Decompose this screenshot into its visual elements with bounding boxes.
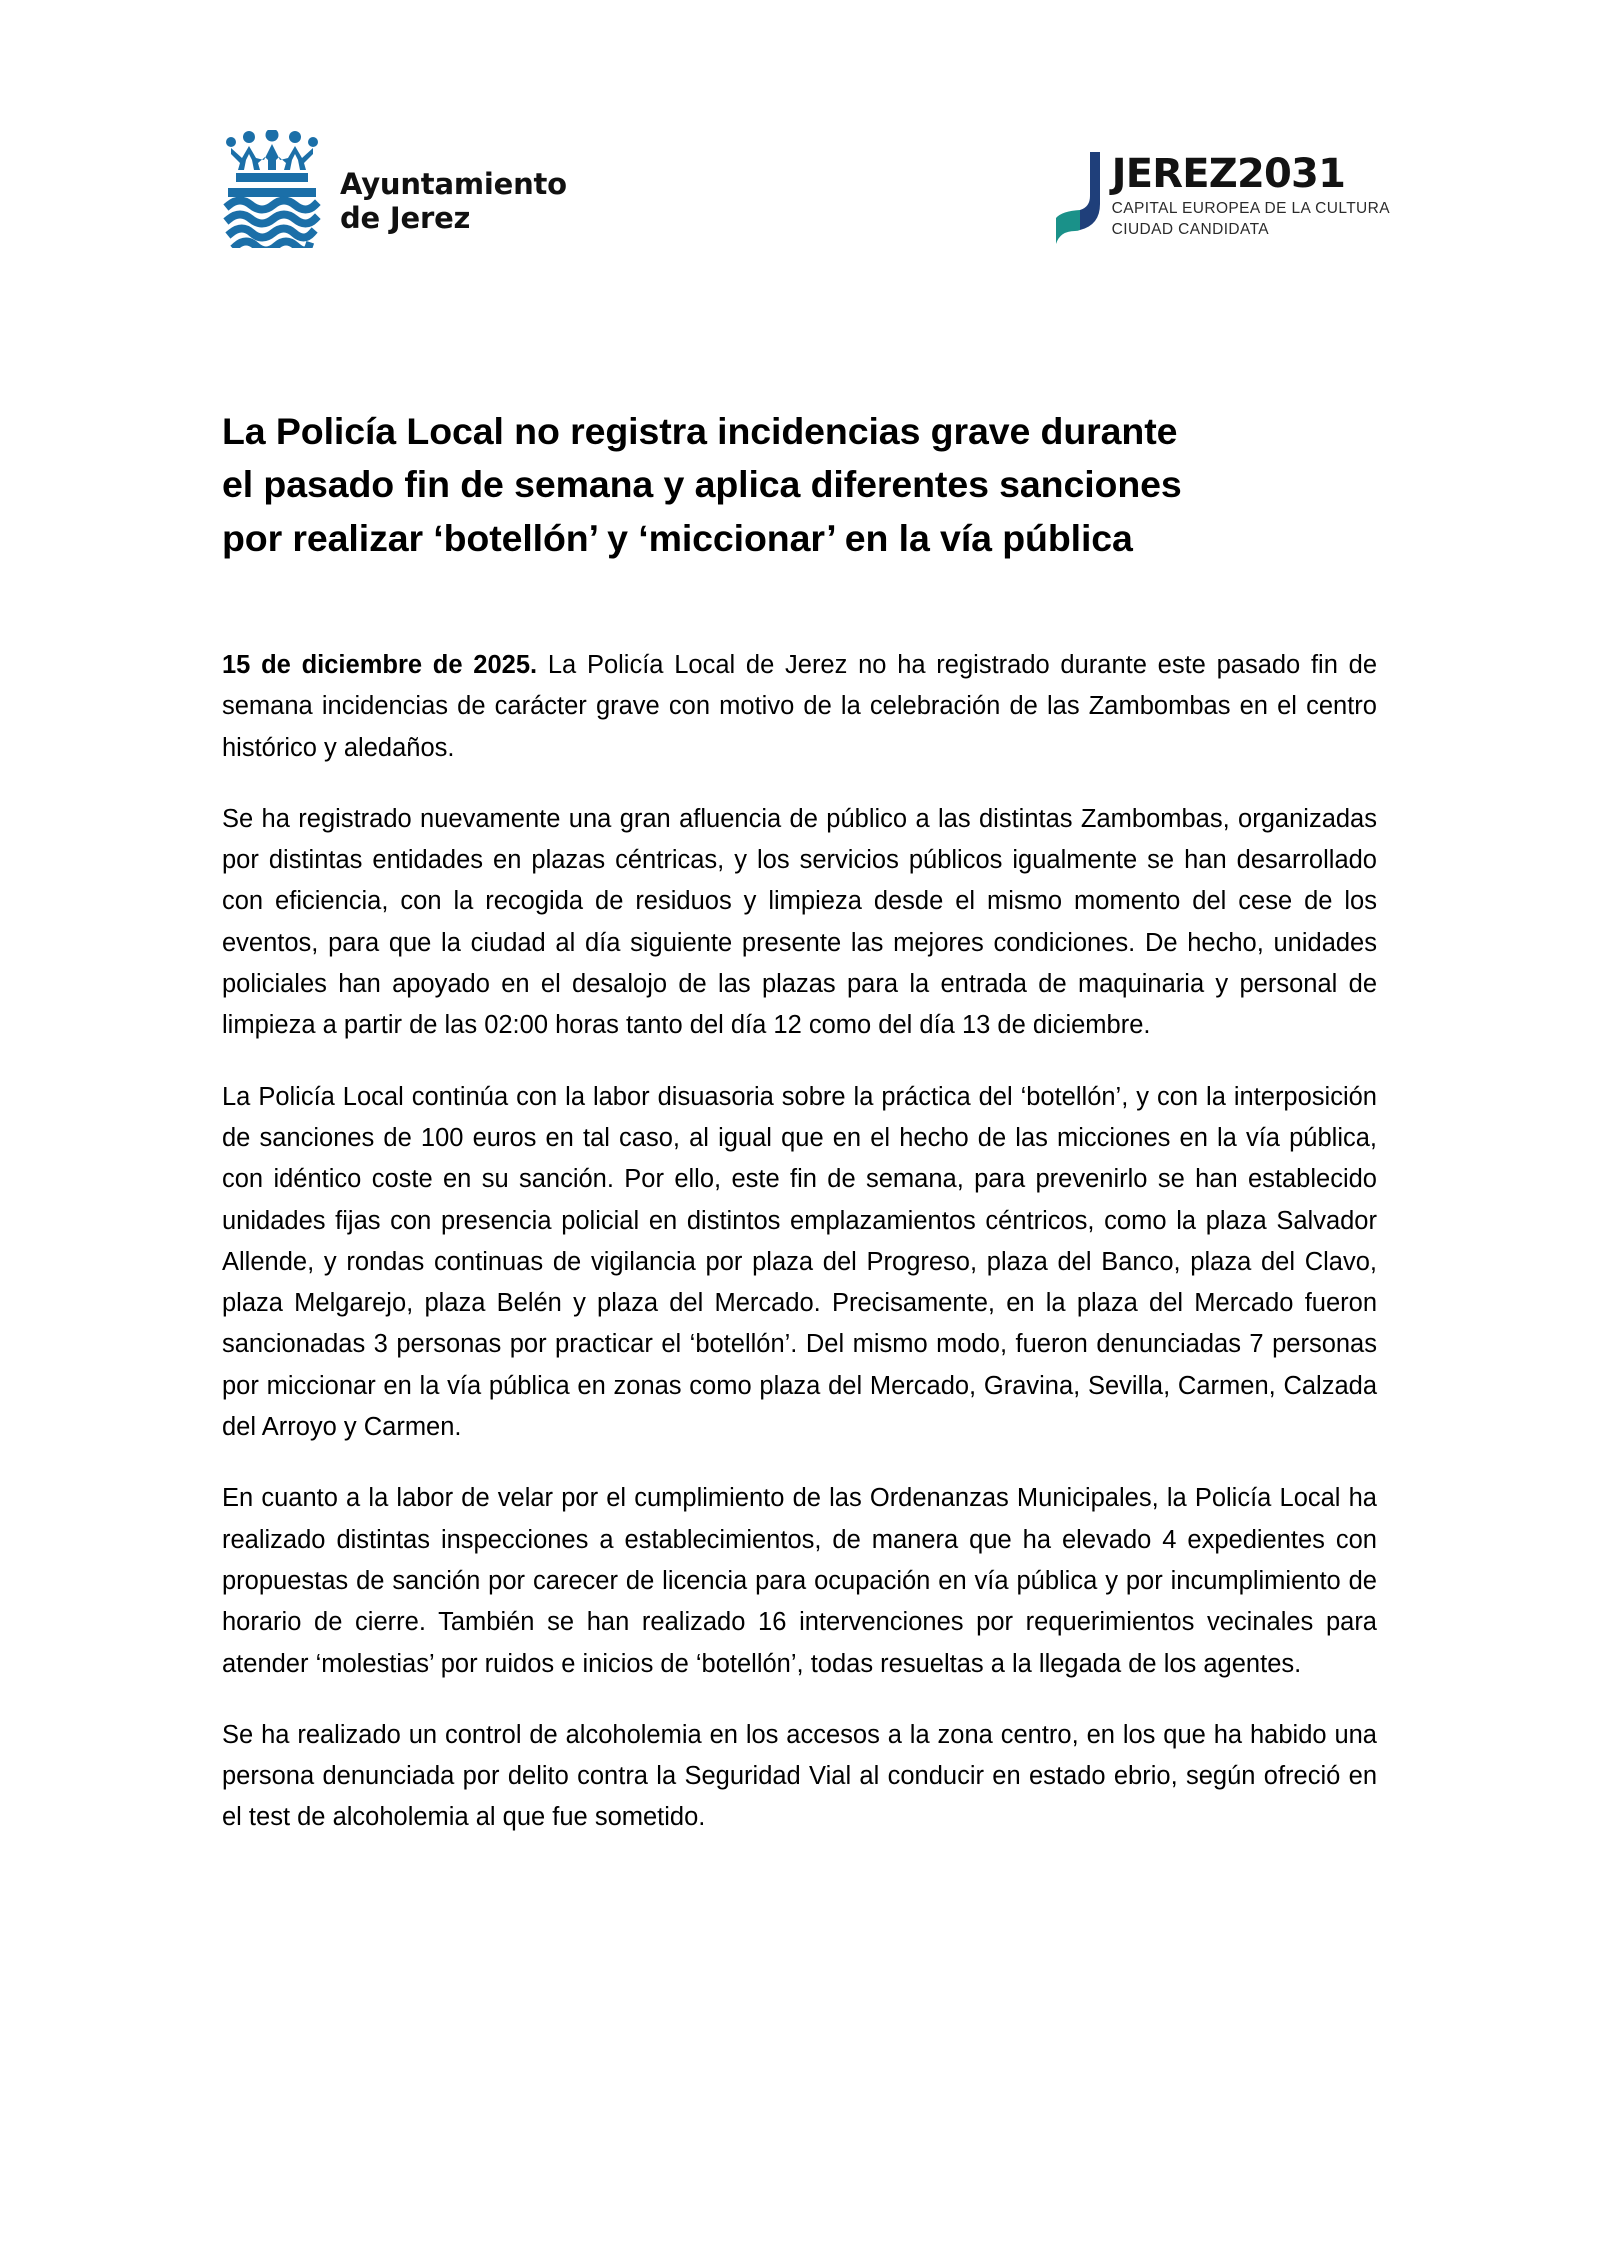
paragraph-4: En cuanto a la labor de velar por el cumplimiento de las Ordenanzas Municipales, la Policía Local ha realizado distintas inspecciones a establecimientos, de manera que ha elevado 4 expedientes con propuestas de sanción por carecer de licencia para ocupación en vía pública y por incumplimiento de horario de cierre. También se han realizado 16 intervenciones por requerimientos vecinales para atender ‘molestias’ por ruidos e inicios de ‘botellón’, todas resueltas a la llegada de los agentes.: [222, 1484, 1377, 1678]
paragraph-3: La Policía Local continúa con la labor disuasoria sobre la práctica del ‘botellón’, y con la interposición de sanciones de 100 euros en tal caso, al igual que en el hecho de las micciones en la vía pública, con idéntico coste en su sanción. Por ello, este fin de semana, para prevenirlo se han establecido unidades fijas con presencia policial en distintos emplazamientos céntricos, como la plaza Salvador Allende, y rondas continuas de vigilancia por plaza del Progreso, plaza del Banco, plaza del Clavo, plaza Melgarejo, plaza Belén y plaza del Mercado. Precisamente, en la plaza del Mercado fueron sancionadas 3 personas por practicar el ‘botellón’. Del mismo modo, fueron denunciadas 7 personas por miccionar en la vía pública en zonas como plaza del Mercado, Gravina, Sevilla, Carmen, Calzada del Arroyo y Carmen.: [222, 1082, 1377, 1442]
page-title-line3: por realizar ‘botellón’ y ‘miccionar’ en la vía pública: [222, 516, 1133, 559]
page-title-line1: La Policía Local no registra incidencias grave durante: [222, 410, 1178, 453]
ayuntamiento-wordmark: [340, 142, 567, 235]
ayuntamiento-de-jerez-logo: [222, 130, 567, 248]
jerez2031-wordmark: JEREZ2031: [1111, 151, 1346, 197]
jerez2031-logo: [1056, 130, 1390, 244]
page-title-line2: el pasado fin de semana y aplica diferentes sanciones: [222, 463, 1182, 506]
paragraph-2: Se ha registrado nuevamente una gran afluencia de público a las distintas Zambombas, organizadas por distintas entidades en plazas céntricas, y los servicios públicos igualmente se han desarrollado con eficiencia, con la recogida de residuos y limpieza desde el mismo momento del cese de los eventos, para que la ciudad al día siguiente presente las mejores condiciones. De hecho, unidades policiales han apoyado en el desalojo de las plazas para la entrada de maquinaria y personal de limpieza a partir de las 02:00 horas tanto del día 12 como del día 13 de diciembre.: [222, 804, 1377, 1040]
paragraph-1-text: La Policía Local de Jerez no ha registrado durante este pasado fin de semana incidencias de carácter grave con motivo de la celebración de las Zambombas en el centro histórico y aledaños.: [222, 651, 1377, 762]
jerez2031-text-block: [1112, 152, 1390, 241]
jerez-coat-of-arms-icon: [222, 130, 322, 248]
article-body: [222, 645, 1377, 1839]
dateline: 15 de diciembre de 2025.: [222, 651, 538, 679]
jerez2031-subtitle-line1: CAPITAL EUROPEA DE LA CULTURA: [1111, 200, 1390, 217]
page-title: [222, 405, 1377, 565]
document-header: [222, 130, 1390, 270]
jerez2031-subtitle-line2: CIUDAD CANDIDATA: [1111, 221, 1270, 239]
jerez2031-j-icon: [1056, 152, 1100, 244]
ayuntamiento-wordmark-line1: Ayuntamiento: [340, 167, 567, 202]
ayuntamiento-wordmark-line2: de Jerez: [340, 201, 471, 235]
paragraph-5: Se ha realizado un control de alcoholemia en los accesos a la zona centro, en los que ha habido una persona denunciada por delito contra la Seguridad Vial al conducir en estado ebrio, según ofreció en el test de alcoholemia al que fue sometido.: [222, 1720, 1377, 1832]
paragraph-1: [222, 645, 1377, 769]
